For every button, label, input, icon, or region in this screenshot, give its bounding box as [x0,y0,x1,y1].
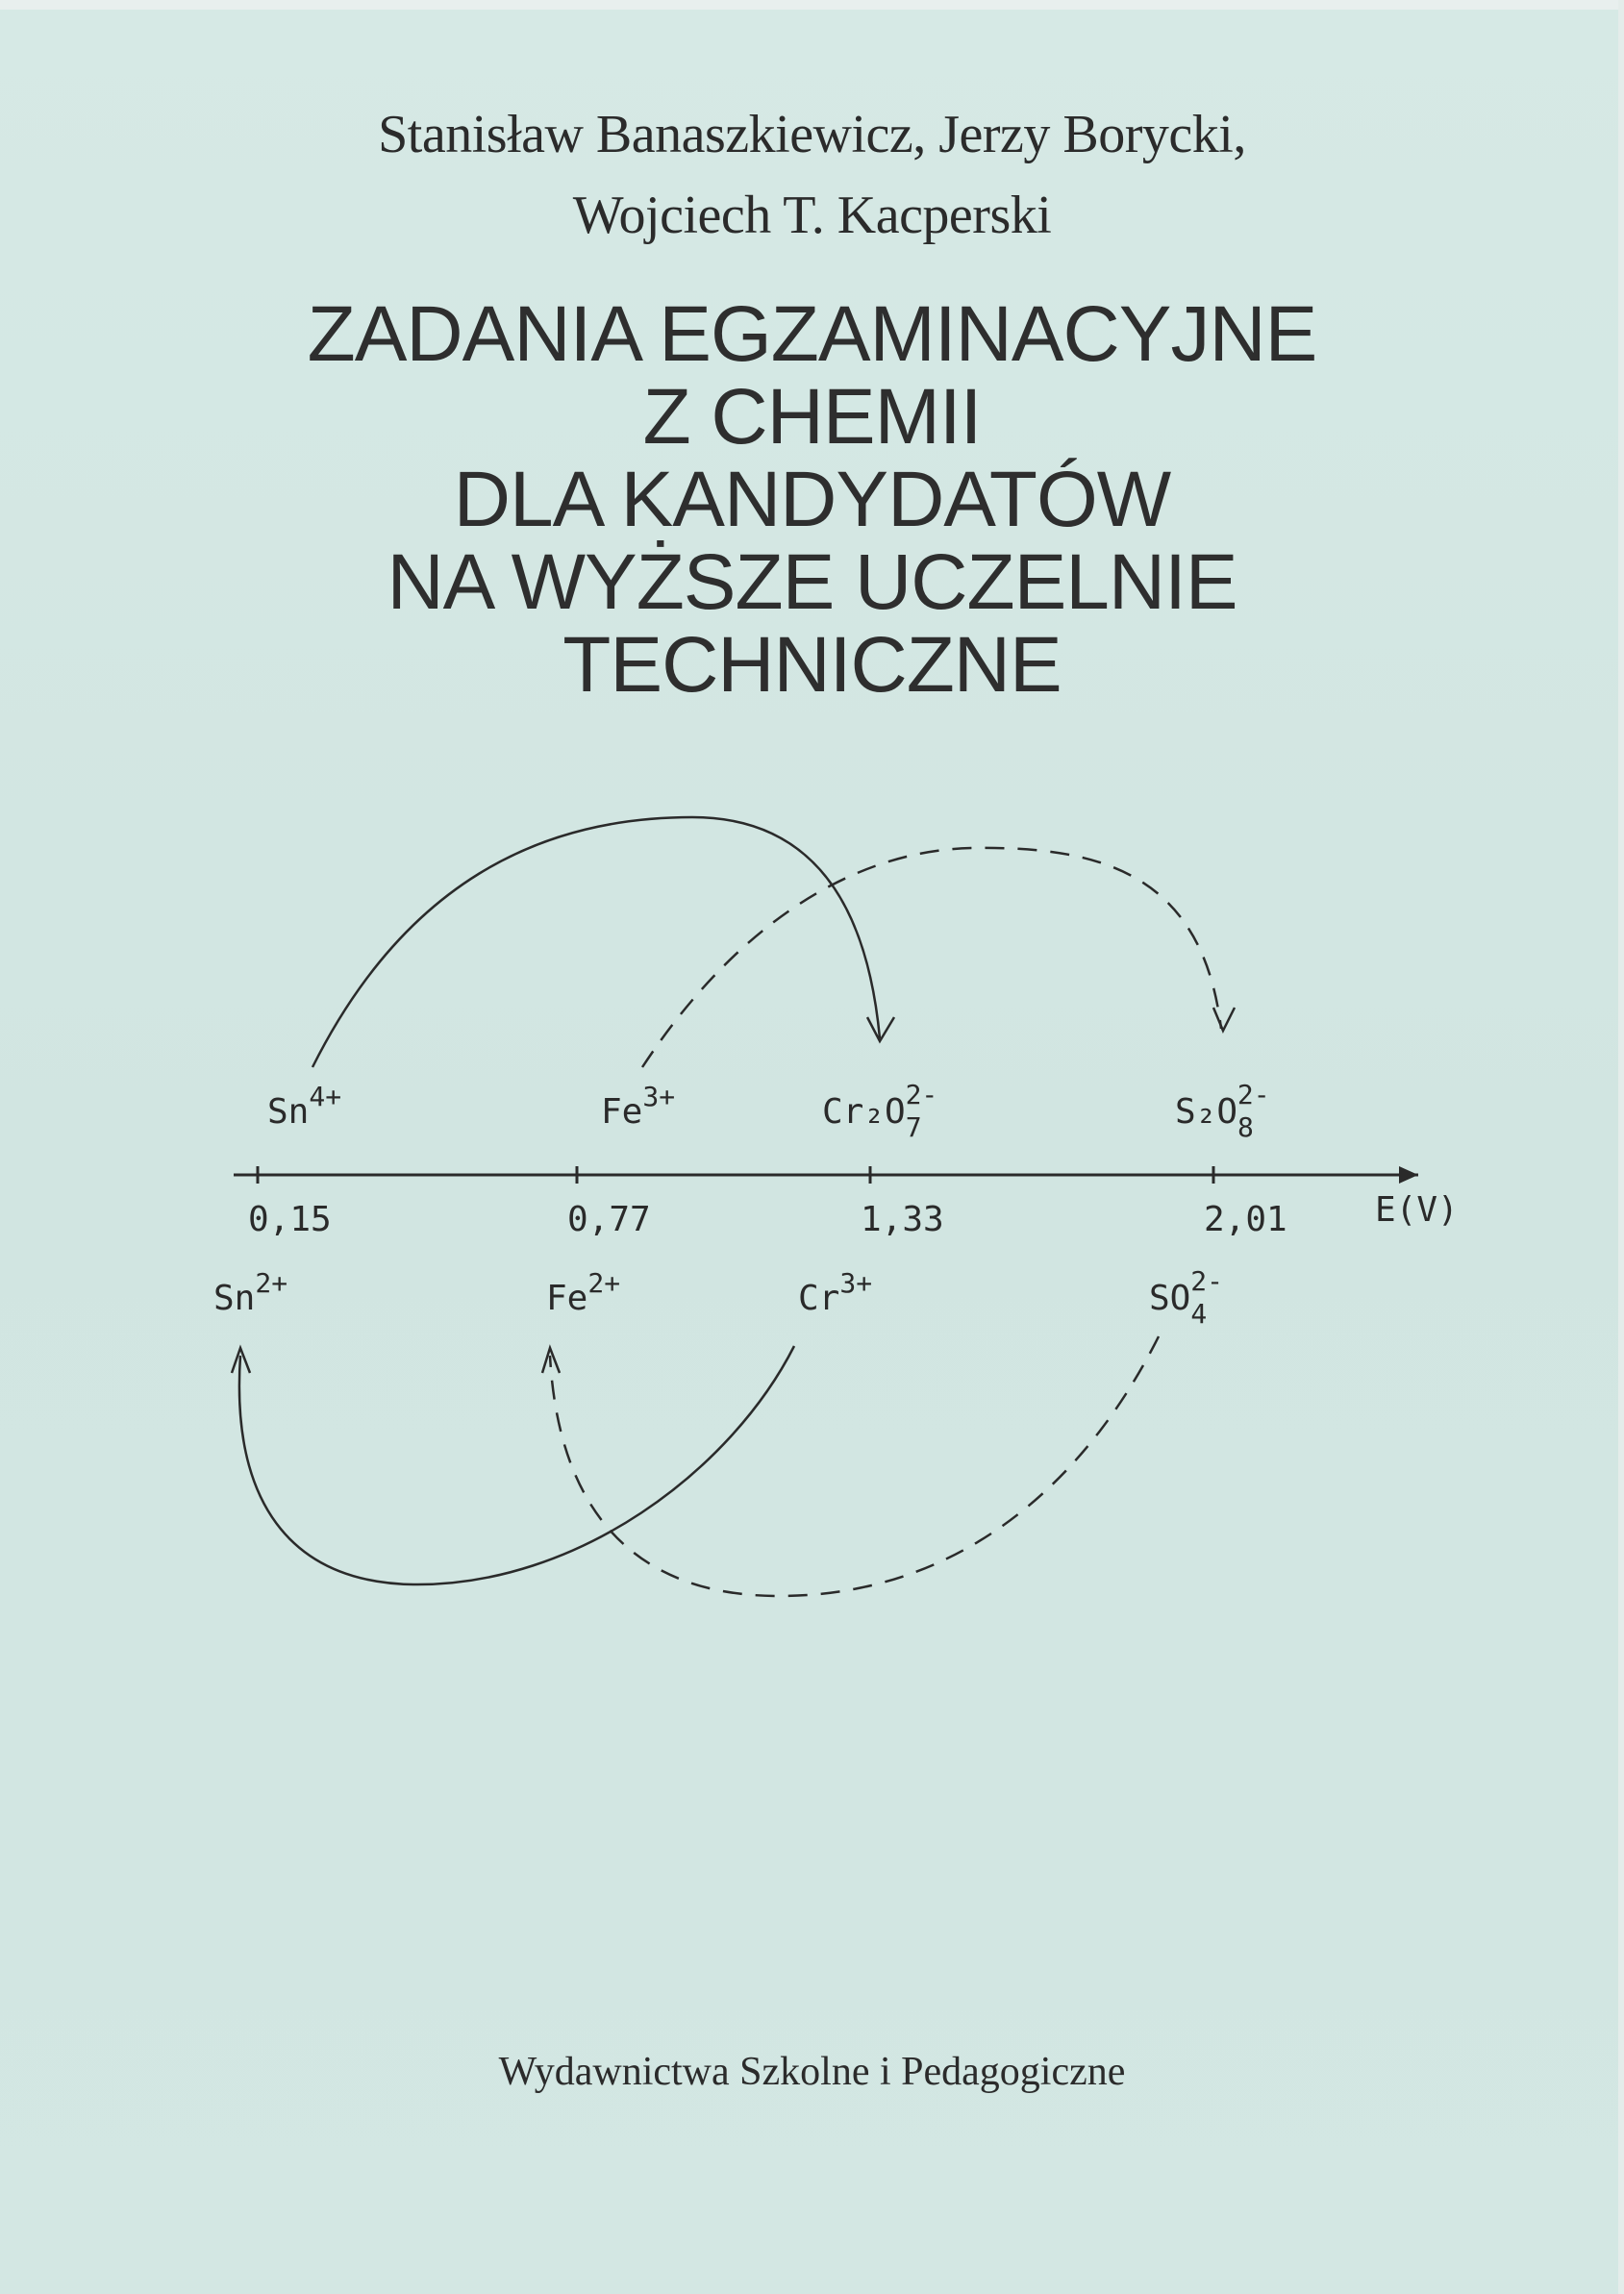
arc-sn-to-cr-oxidized [312,817,880,1067]
reduced-species-2-charge: 3+ [839,1267,873,1299]
authors-line-2: Wojciech T. Kacperski [572,186,1052,245]
reduced-species-3-subscript: 4 [1190,1298,1208,1330]
arrowhead-cr-oxidized [867,1017,894,1041]
reduced-species-2-formula: Cr [798,1279,840,1318]
reduced-species-0-charge: 2+ [255,1267,288,1299]
publisher: Wydawnictwa Szkolne i Pedagogiczne [498,2050,1126,2094]
title-line-1: ZADANIA EGZAMINACYJNE [307,290,1317,378]
reduced-species-1-charge: 2+ [587,1267,621,1299]
oxidized-species-1 [601,1081,675,1132]
title-line-4: NA WYŻSZE UCZELNIE [387,538,1237,626]
reduced-species-1-formula: Fe [546,1279,588,1318]
oxidized-species-3 [1175,1079,1270,1143]
reduced-species-0 [213,1267,287,1318]
tick-label: 0,77 [567,1200,651,1239]
arc-cr-to-sn-reduced [239,1346,794,1584]
oxidized-species-0-charge: 4+ [309,1081,342,1112]
oxidized-species-2-subscript: 7 [905,1111,922,1143]
reduced-species-2 [798,1267,872,1318]
oxidized-species-3-subscript: 8 [1237,1111,1254,1143]
tick-label: 2,01 [1204,1200,1287,1239]
arc-fe-to-s2o8-dashed [642,848,1221,1067]
title-line-5: TECHNICZNE [562,621,1062,709]
reduced-species-3-formula: SO [1149,1279,1191,1318]
tick-label: 0,15 [248,1200,332,1239]
oxidized-species-0-formula: Sn [267,1092,310,1132]
reduced-species-3 [1149,1265,1223,1330]
authors-line-1: Stanisław Banaszkiewicz, Jerzy Borycki, [378,105,1246,164]
tick-label: 1,33 [861,1200,944,1239]
reduced-species-1 [546,1267,620,1318]
oxidized-species-1-formula: Fe [601,1092,643,1132]
arrowhead-s2o8 [1213,1008,1235,1031]
oxidized-species-1-charge: 3+ [642,1081,676,1112]
oxidized-species-3-charge: 2- [1237,1079,1270,1110]
oxidized-species-2-charge: 2- [905,1079,938,1110]
axis-label: E(V) [1375,1190,1459,1230]
oxidized-species-2 [822,1079,937,1143]
arc-so4-to-fe-dashed [550,1336,1159,1596]
oxidized-species-3-formula: S₂O [1175,1092,1238,1132]
oxidized-species-2-formula: Cr₂O [822,1092,906,1132]
oxidized-species-0 [267,1081,341,1132]
title-line-2: Z CHEMII [642,373,982,461]
reduced-species-0-formula: Sn [213,1279,256,1318]
title-line-3: DLA KANDYDATÓW [453,456,1171,543]
reduced-species-3-charge: 2- [1190,1265,1223,1297]
